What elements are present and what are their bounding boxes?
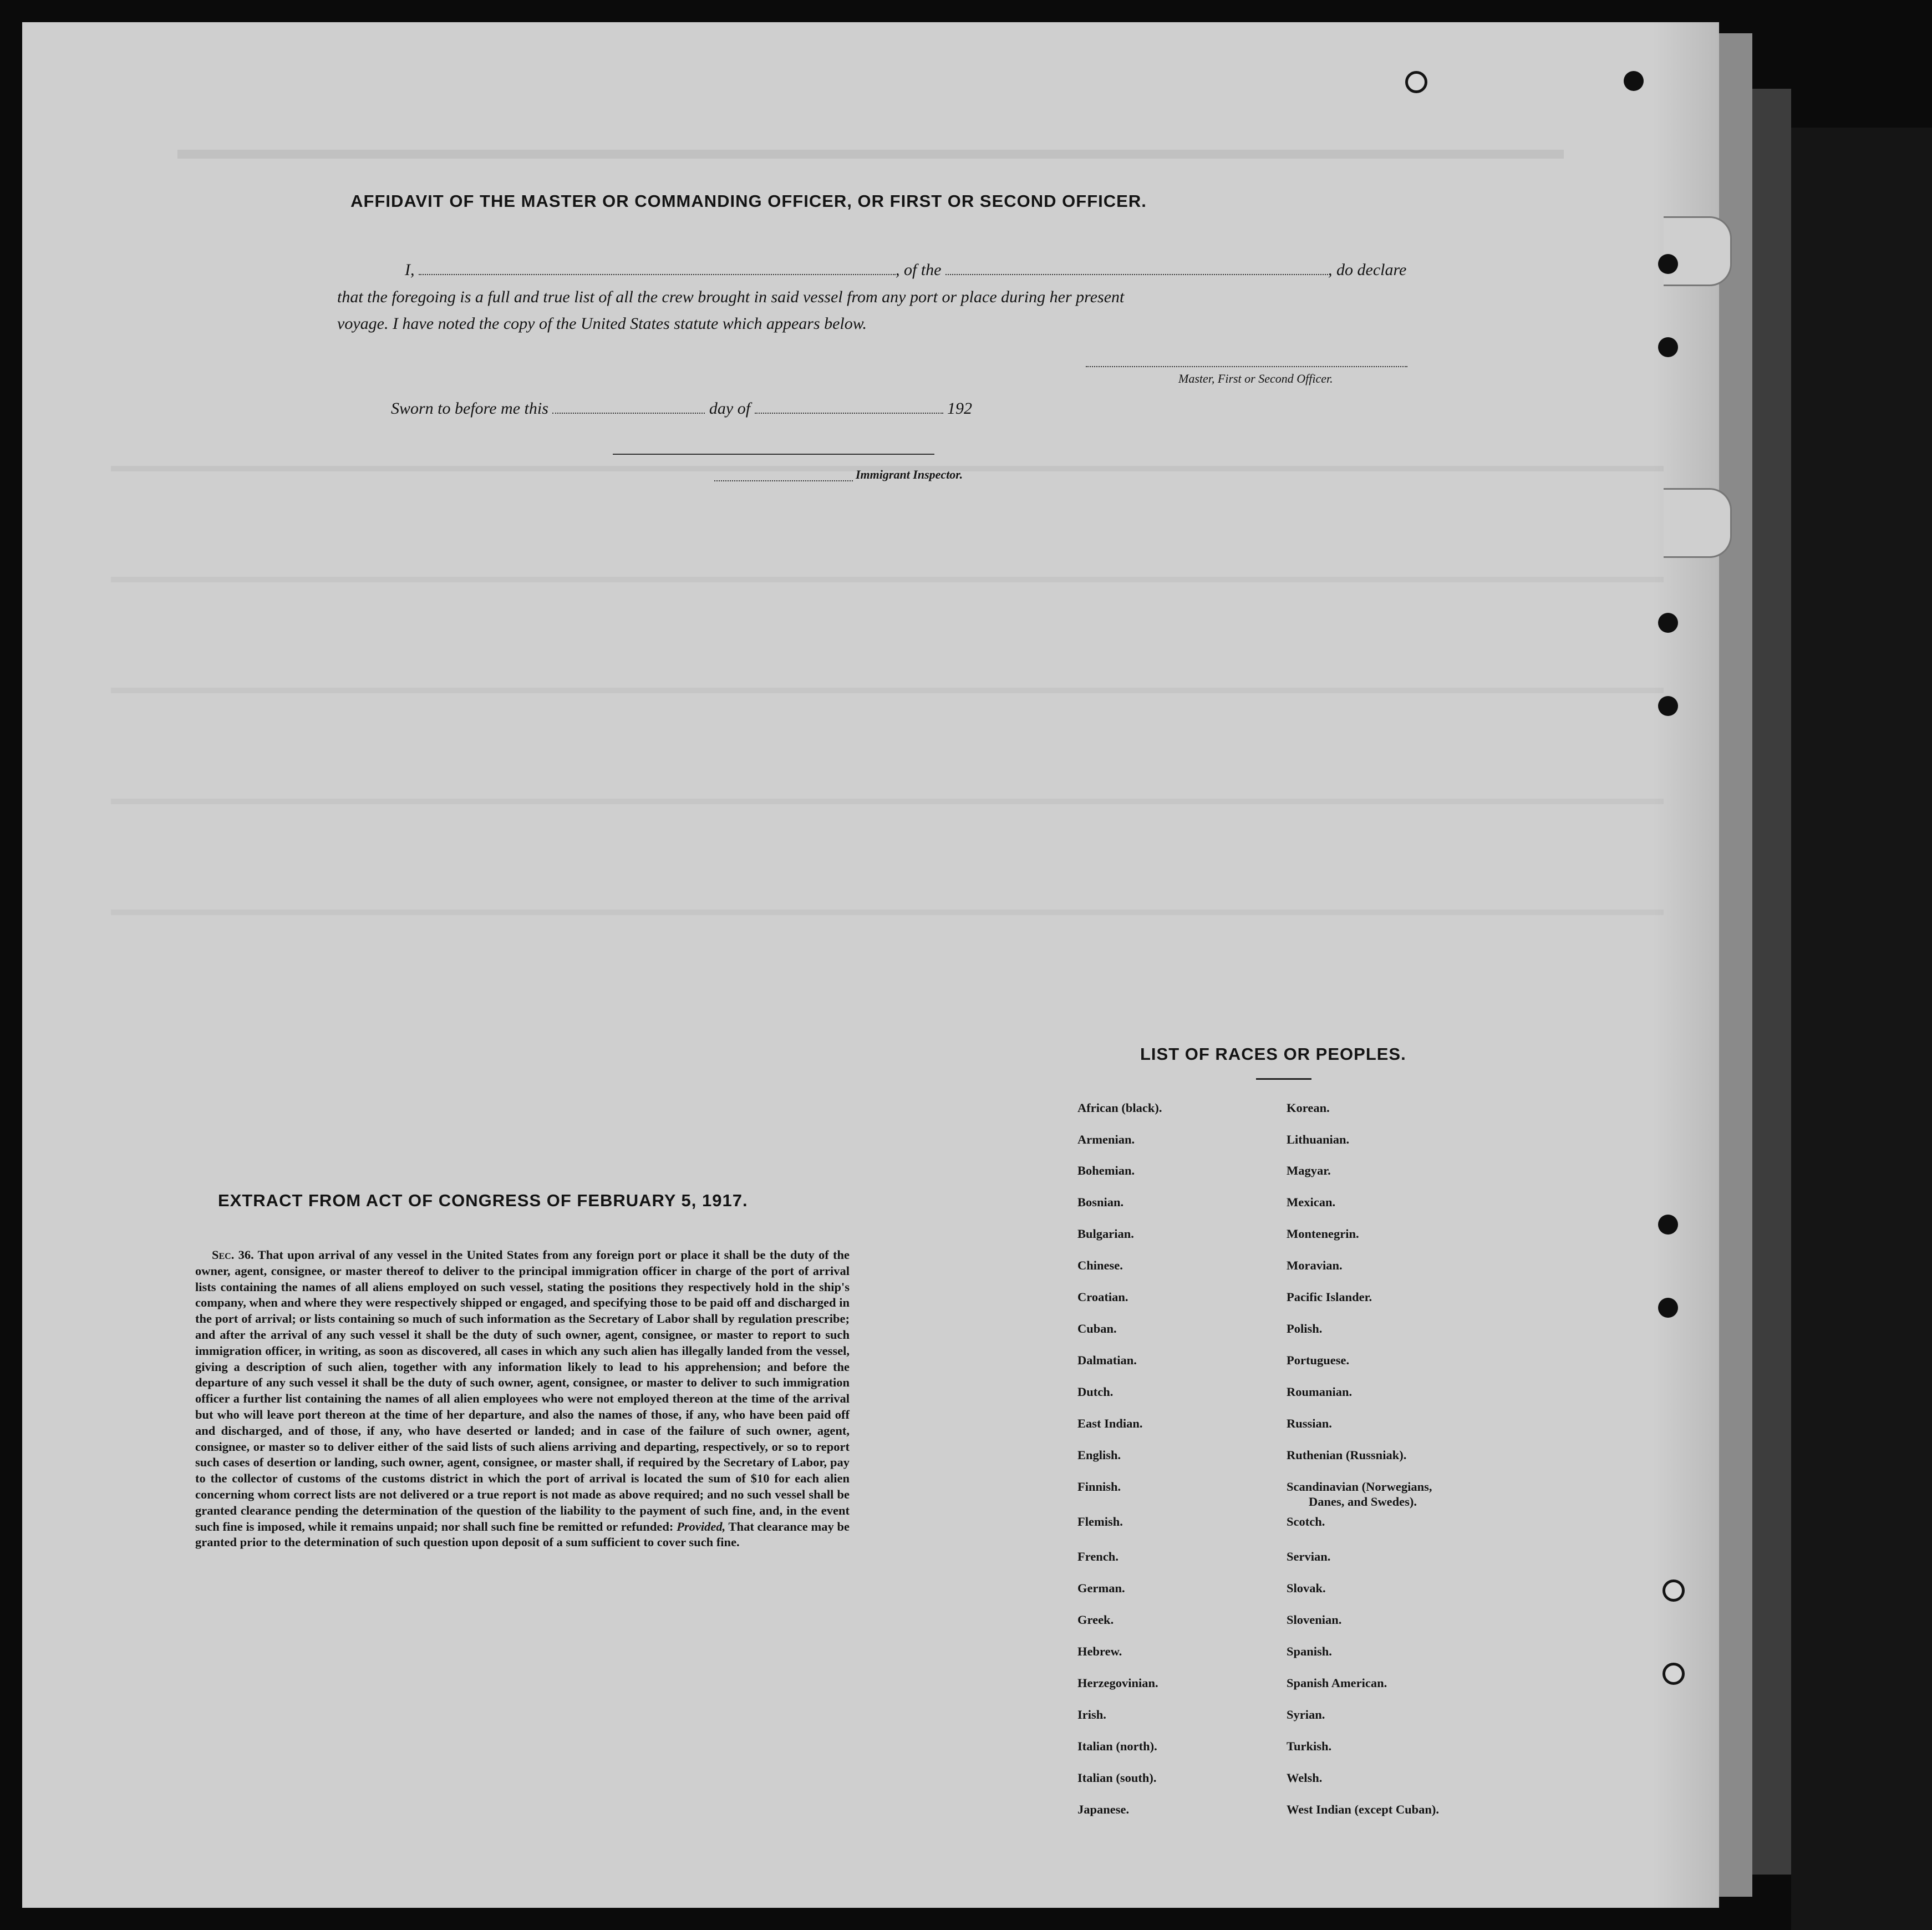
races-title-rule	[1256, 1078, 1311, 1080]
race-item: Croatian.	[1077, 1290, 1128, 1304]
race-item: Italian (north).	[1077, 1739, 1157, 1753]
declaration-line-2: that the foregoing is a full and true list of all the crew brought in said vessel from any port or place during her present	[337, 288, 1125, 306]
affidavit-title: AFFIDAVIT OF THE MASTER OR COMMANDING OFFICER, OR FIRST OR SECOND OFFICER.	[350, 191, 1147, 211]
race-item: Russian.	[1287, 1416, 1332, 1430]
binder-tab	[1664, 216, 1732, 286]
sworn-statement	[391, 399, 972, 418]
race-item: West Indian (except Cuban).	[1287, 1802, 1440, 1816]
signature-line[interactable]	[1086, 366, 1407, 367]
race-item: Servian.	[1287, 1550, 1331, 1563]
race-item: Lithuanian.	[1287, 1132, 1350, 1146]
race-item: Bosnian.	[1077, 1195, 1124, 1209]
punch-hole-icon	[1658, 1298, 1678, 1318]
race-item: Finnish.	[1077, 1480, 1121, 1494]
sworn-month-field[interactable]	[755, 400, 943, 414]
race-item: Portuguese.	[1287, 1353, 1350, 1367]
race-item: Cuban.	[1077, 1322, 1117, 1335]
race-item: Italian (south).	[1077, 1771, 1157, 1785]
race-item: Montenegrin.	[1287, 1227, 1359, 1241]
inspector-label: Immigrant Inspector.	[856, 468, 963, 481]
race-item: French.	[1077, 1550, 1118, 1563]
document-page	[22, 22, 1719, 1908]
race-item: German.	[1077, 1581, 1125, 1595]
race-item: Spanish American.	[1287, 1676, 1387, 1690]
vessel-name-field[interactable]	[945, 262, 1328, 275]
signature-label: Master, First or Second Officer.	[1178, 372, 1333, 385]
race-item: Magyar.	[1287, 1164, 1331, 1177]
bleed-through	[111, 910, 1664, 915]
inspector-signature-line[interactable]	[613, 454, 934, 455]
sworn-prefix: Sworn to before me this	[391, 399, 548, 418]
race-item: Scotch.	[1287, 1515, 1325, 1528]
page-edge-shadow	[1752, 89, 1791, 1875]
sworn-day-label: day of	[709, 399, 751, 418]
proviso-text: That clearance may be granted prior to the determination of such question upon deposit of a sum sufficient to cover such fine.	[195, 1519, 850, 1550]
race-item: Irish.	[1077, 1708, 1106, 1721]
punch-hole-icon	[1658, 613, 1678, 633]
race-item: Herzegovinian.	[1077, 1676, 1158, 1690]
race-item: Welsh.	[1287, 1771, 1323, 1785]
punch-hole-icon	[1405, 71, 1427, 93]
punch-hole-icon	[1658, 696, 1678, 716]
punch-hole-icon	[1658, 254, 1678, 274]
race-item: Syrian.	[1287, 1708, 1325, 1721]
race-item: Pacific Islander.	[1287, 1290, 1372, 1304]
extract-title: EXTRACT FROM ACT OF CONGRESS OF FEBRUARY 5, 1917.	[218, 1191, 748, 1210]
race-item: Slovenian.	[1287, 1613, 1342, 1627]
race-item: Greek.	[1077, 1613, 1114, 1627]
page-edge-stack	[1719, 33, 1752, 1897]
sworn-date-field[interactable]	[552, 400, 705, 414]
race-item: Dutch.	[1077, 1385, 1114, 1399]
punch-hole-icon	[1658, 337, 1678, 357]
race-item: Mexican.	[1287, 1195, 1336, 1209]
race-item: Japanese.	[1077, 1802, 1130, 1816]
race-item: Dalmatian.	[1077, 1353, 1137, 1367]
race-item: Flemish.	[1077, 1515, 1123, 1528]
race-item-continuation: Danes, and Swedes).	[1309, 1495, 1417, 1509]
race-item: Polish.	[1287, 1322, 1323, 1335]
bleed-through	[111, 799, 1664, 804]
master-name-field[interactable]	[419, 262, 896, 275]
declaration-i: I,	[405, 261, 415, 279]
race-item: Hebrew.	[1077, 1644, 1122, 1658]
inspector-dotted-line	[714, 480, 853, 481]
punch-hole-icon	[1658, 1215, 1678, 1235]
binder-tab	[1664, 488, 1732, 558]
section-text: That upon arrival of any vessel in the United States from any foreign port or place it shall be the duty of the owner, agent, consignee, or master thereof to deliver to the principal immigration officer in charge of the port of arrival lists containing the names of all aliens employed on such vessel, stating the positions they respectively hold in the ship's company, when and where they were respectively shipped or engaged, and specifying those to be paid off and discharged in the port of arrival; or lists containing so much of such information as the Secretary of Labor shall by regulation prescribe; and after the arrival of any such vessel it shall be the duty of such owner, agent, consignee, or master to report to such immigration officer, in writing, as soon as discovered, all cases in which any such alien has illegally landed from the vessel, giving a description of such alien, together with any information likely to lead to his apprehension; and before the departure of any such vessel it shall be the duty of such owner, agent, consignee, or master to deliver to such immigration officer a further list containing the names of all alien employees who were not employed thereon at the time of the arrival but who will leave port thereon at the time of her departure, and also the names of those, if any, who have been paid off and discharged, and of those, if any, who have deserted or landed; and in case of the failure of such owner, agent, consignee, or master so to deliver either of the said lists of such aliens arriving and departing, respectively, or so to report such cases of desertion or landing, such owner, agent, consignee, or master shall, if required by the Secretary of Labor, pay to the collector of customs of the customs district in which the port of arrival is located the sum of $10 for each alien concerning whom correct lists are not delivered or a true report is not made as above required; and no such vessel shall be granted clearance pending the determination of the question of the liability to the payment of such fine, and, in the event such fine is imposed, while it remains unpaid; nor shall such fine be remitted or refunded:	[195, 1248, 850, 1533]
proviso-label: Provided,	[677, 1519, 726, 1533]
race-item: Armenian.	[1077, 1132, 1135, 1146]
race-item: Moravian.	[1287, 1258, 1343, 1272]
extract-body	[195, 1247, 850, 1551]
bleed-through	[177, 150, 1564, 159]
races-title: LIST OF RACES OR PEOPLES.	[1140, 1044, 1406, 1064]
race-item: Roumanian.	[1287, 1385, 1353, 1399]
background-dark	[1791, 128, 1932, 1930]
race-item: Scandinavian (Norwegians,	[1287, 1480, 1432, 1494]
section-label: Sec. 36.	[212, 1248, 254, 1262]
declaration-line-1	[405, 261, 1406, 280]
race-item: East Indian.	[1077, 1416, 1143, 1430]
punch-hole-icon	[1662, 1663, 1685, 1685]
race-item: Chinese.	[1077, 1258, 1123, 1272]
sworn-year: 192	[947, 399, 973, 418]
race-item: Ruthenian (Russniak).	[1287, 1448, 1407, 1462]
bleed-through	[111, 688, 1664, 693]
race-item: Slovak.	[1287, 1581, 1326, 1595]
declaration-do-declare: , do declare	[1328, 261, 1407, 279]
race-item: Bulgarian.	[1077, 1227, 1134, 1241]
race-item: Bohemian.	[1077, 1164, 1135, 1177]
declaration-line-3: voyage. I have noted the copy of the United States statute which appears below.	[337, 314, 867, 333]
race-item: Turkish.	[1287, 1739, 1332, 1753]
punch-hole-icon	[1624, 71, 1644, 91]
race-item: Korean.	[1287, 1101, 1330, 1115]
bleed-through	[111, 577, 1664, 582]
race-item: English.	[1077, 1448, 1121, 1462]
declaration-of-the: , of the	[896, 261, 942, 279]
race-item: Spanish.	[1287, 1644, 1332, 1658]
race-item: African (black).	[1077, 1101, 1162, 1115]
punch-hole-icon	[1662, 1579, 1685, 1602]
